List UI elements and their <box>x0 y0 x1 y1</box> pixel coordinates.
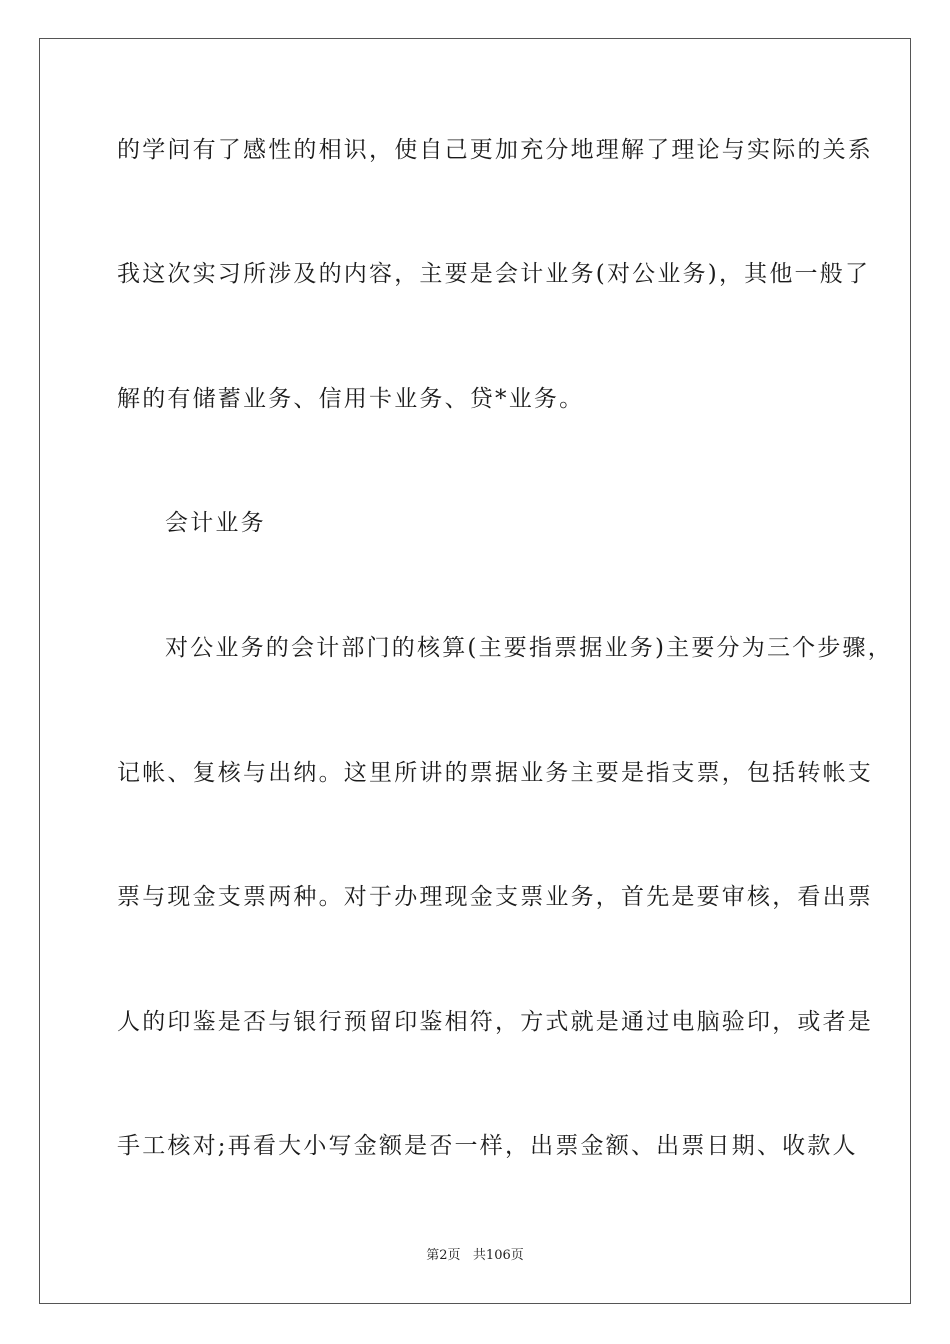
body-line-7: 票与现金支票两种。对于办理现金支票业务，首先是要审核，看出票 <box>117 884 873 910</box>
section-heading: 会计业务 <box>165 510 266 536</box>
page-border <box>39 38 911 1304</box>
body-line-2: 我这次实习所涉及的内容，主要是会计业务(对公业务)，其他一般了 <box>117 261 871 287</box>
body-line-8: 人的印鉴是否与银行预留印鉴相符，方式就是通过电脑验印，或者是 <box>117 1009 873 1035</box>
page-number-footer: 第2页 共106页 <box>426 1248 524 1263</box>
body-line-1: 的学问有了感性的相识，使自己更加充分地理解了理论与实际的关系 <box>117 137 873 163</box>
body-line-3: 解的有储蓄业务、信用卡业务、贷*业务。 <box>117 386 585 412</box>
body-line-9: 手工核对;再看大小写金额是否一样，出票金额、出票日期、收款人 <box>117 1133 858 1159</box>
body-line-6: 记帐、复核与出纳。这里所讲的票据业务主要是指支票，包括转帐支 <box>117 760 873 786</box>
body-line-5: 对公业务的会计部门的核算(主要指票据业务)主要分为三个步骤， <box>165 635 893 661</box>
